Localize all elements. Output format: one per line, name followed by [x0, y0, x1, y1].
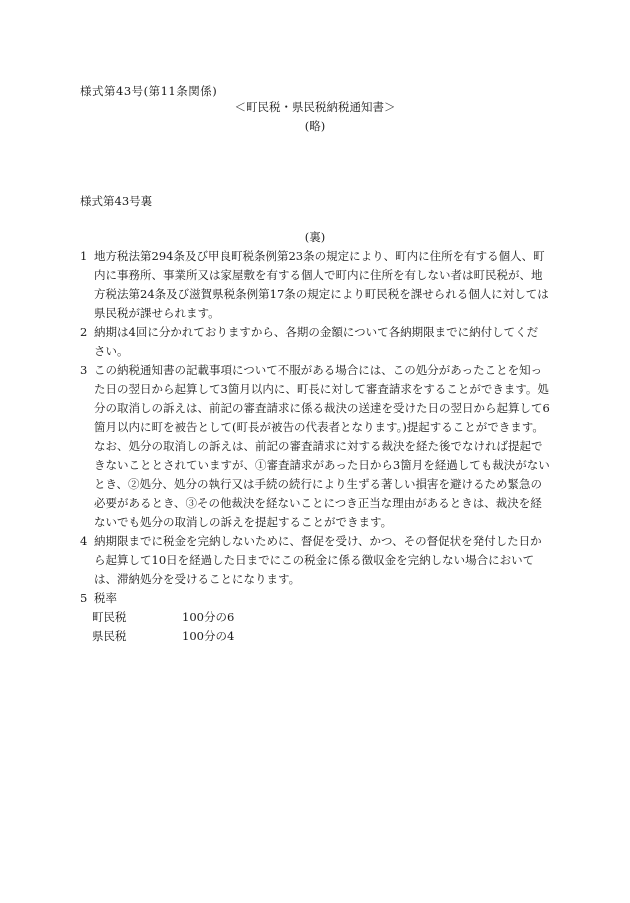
note-item: [80, 532, 554, 589]
back-side-heading: (裏): [304, 230, 326, 244]
note-item: [80, 247, 554, 323]
note-item: [80, 589, 554, 608]
note-number: 2: [80, 325, 88, 339]
note-text: 税率: [94, 591, 117, 605]
tax-rate-name: 県民税: [92, 629, 127, 643]
note-text: 地方税法第294条及び甲良町税条例第23条の規定により、町内に住所を有する個人、町 内に事務所、事業所又は家屋敷を有する個人で町内に住所を有しない者は町民税が、地 方税法第24条及び滋賀県税条例第17条の規定により町民税を課せられる個人に対しては 県民税が課せられます。: [94, 249, 549, 320]
note-number: 3: [80, 363, 88, 377]
note-text: この納税通知書の記載事項について不服がある場合には、この処分があったことを知っ た日の翌日から起算して3箇月以内に、町長に対して審査請求をすることができます。処 分の取消しの訴えは、前記の審査請求に係る裁決の送達を受けた日の翌日から起算して6 箇月以内に町を被告として(町長が被告の代表者となります。)提起することができます。 なお、処分の取消しの訴えは、前記の審査請求に対する裁決を経た後でなければ提起で きないこととされていますが、①審査請求があった日から3箇月を経過しても裁決がない とき、②処分、処分の執行又は手続の続行により生ずる著しい損害を避けるため緊急の 必要があるとき、③その他裁決を経ないことにつき正当な理由があるときは、裁決を経 ないでも処分の取消しの訴えを提起することができます。: [94, 363, 550, 529]
tax-rate-row: [92, 627, 554, 646]
note-number: 4: [80, 534, 88, 548]
note-item: [80, 323, 554, 361]
note-item: [80, 361, 554, 532]
tax-rate-name: 町民税: [92, 610, 127, 624]
tax-rate-row: [92, 608, 554, 627]
note-number: 1: [80, 249, 88, 263]
form-number: 様式第43号(第11条関係): [80, 84, 218, 98]
back-side-label: 様式第43号裏: [80, 194, 153, 208]
notes-list: [80, 247, 554, 646]
note-number: 5: [80, 591, 88, 605]
note-text: 納期は4回に分かれておりますから、各期の金額について各納期限までに納付してくだ さい。: [94, 325, 539, 358]
omitted-note: (略): [304, 119, 326, 133]
note-text: 納期限までに税金を完納しないために、督促を受け、かつ、その督促状を発付した日か ら起算して10日を経過した日までにこの税金に係る徴収金を完納しない場合において は、滞納処分を受けることになります。: [94, 534, 542, 586]
tax-rate-value: 100分の6: [182, 610, 235, 624]
tax-rate-value: 100分の4: [182, 629, 235, 643]
document-title: ＜町民税・県民税納税通知書＞: [234, 100, 396, 114]
